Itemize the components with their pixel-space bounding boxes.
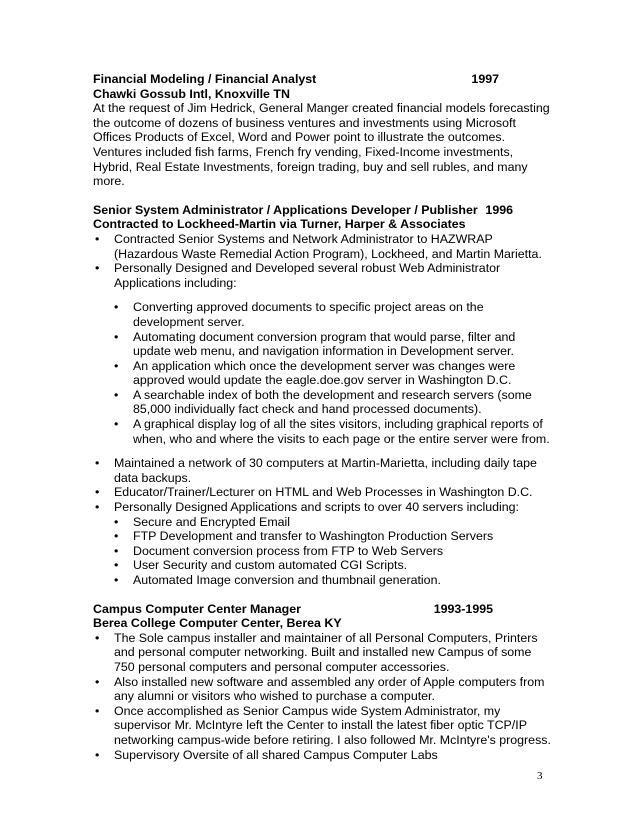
employer: Berea College Computer Center, Berea KY (93, 616, 342, 631)
job-description: At the request of Jim Hedrick, General Manger created financial models forecasting the outcome of dozens of business ventures and investments using Microsoft Offices Products of Excel, Word and Power point to illustrate the outcomes. Ventures included fish farms, French fry vending, Fixed-Income investments, Hybrid, Real Estate Investments, foreign trading, buy and sell rubles, and many more. (93, 101, 550, 189)
list-item: • Educator/Trainer/Lecturer on HTML and Web Processes in Washington D.C. (93, 485, 553, 500)
list-item: • Personally Designed Applications and scripts to over 40 servers including: (93, 500, 553, 515)
sub-list-item: • Automated Image conversion and thumbnail generation. (93, 573, 553, 588)
job-title: Campus Computer Center Manager (93, 601, 301, 616)
list-item: • Contracted Senior Systems and Network Administrator to HAZWRAP (Hazardous Waste Remedial Action Program), Lockheed, and Martin Marietta. (93, 232, 553, 261)
list-item: • Supervisory Oversite of all shared Campus Computer Labs (93, 748, 553, 763)
list-item: • Once accomplished as Senior Campus wide System Administrator, my supervisor Mr. McIntyre left the Center to install the latest fiber optic TCP/IP networking campus-wide before retiring. I also followed Mr. McIntyre's progress. (93, 704, 553, 748)
page-number: 3 (537, 770, 543, 782)
sub-list-item: • User Security and custom automated CGI Scripts. (93, 558, 553, 573)
job-title: Senior System Administrator / Applications Developer / Publisher (93, 202, 478, 217)
job-title: Financial Modeling / Financial Analyst (93, 72, 317, 86)
job-header (93, 203, 553, 218)
resume-page (93, 72, 553, 762)
job-date: 1993-1995 (433, 601, 493, 616)
sub-list-item: • A graphical display log of all the sites visitors, including graphical reports of when, who and where the visits to each page or the entire server were from. (93, 417, 553, 446)
sub-list-item: • A searchable index of both the development and research servers (some 85,000 individually fact check and hand processed documents). (93, 388, 553, 417)
sub-list-item: • An application which once the development server was changes were approved would update the eagle.doe.gov server in Washington D.C. (93, 359, 553, 388)
list-item: • Also installed new software and assembled any order of Apple computers from any alumni or visitors who wished to purchase a computer. (93, 675, 553, 704)
list-item: • The Sole campus installer and maintainer of all Personal Computers, Printers and personal computer networking. Built and installed new Campus of some 750 personal computers and personal computer accessories. (93, 631, 553, 675)
employer: Chawki Gossub Intl, Knoxville TN (93, 86, 290, 101)
sub-list-item: • Secure and Encrypted Email (93, 515, 553, 530)
sub-list-item: • Converting approved documents to specific project areas on the development server. (93, 300, 553, 329)
sub-list-item: • Document conversion process from FTP to Web Servers (93, 544, 553, 559)
sub-list-item: • FTP Development and transfer to Washington Production Servers (93, 529, 553, 544)
employer: Contracted to Lockheed-Martin via Turner, Harper & Associates (93, 217, 466, 232)
list-item: • Maintained a network of 30 computers at Martin-Marietta, including daily tape data backups. (93, 456, 553, 485)
job-date: 1997 (471, 72, 499, 86)
list-item: • Personally Designed and Developed several robust Web Administrator Applications including: (93, 261, 553, 290)
sub-list-item: • Automating document conversion program that would parse, filter and update web menu, and navigation information in Development server. (93, 330, 553, 359)
job-header (93, 602, 553, 617)
job-header (93, 72, 553, 87)
job-date: 1996 (485, 202, 513, 217)
